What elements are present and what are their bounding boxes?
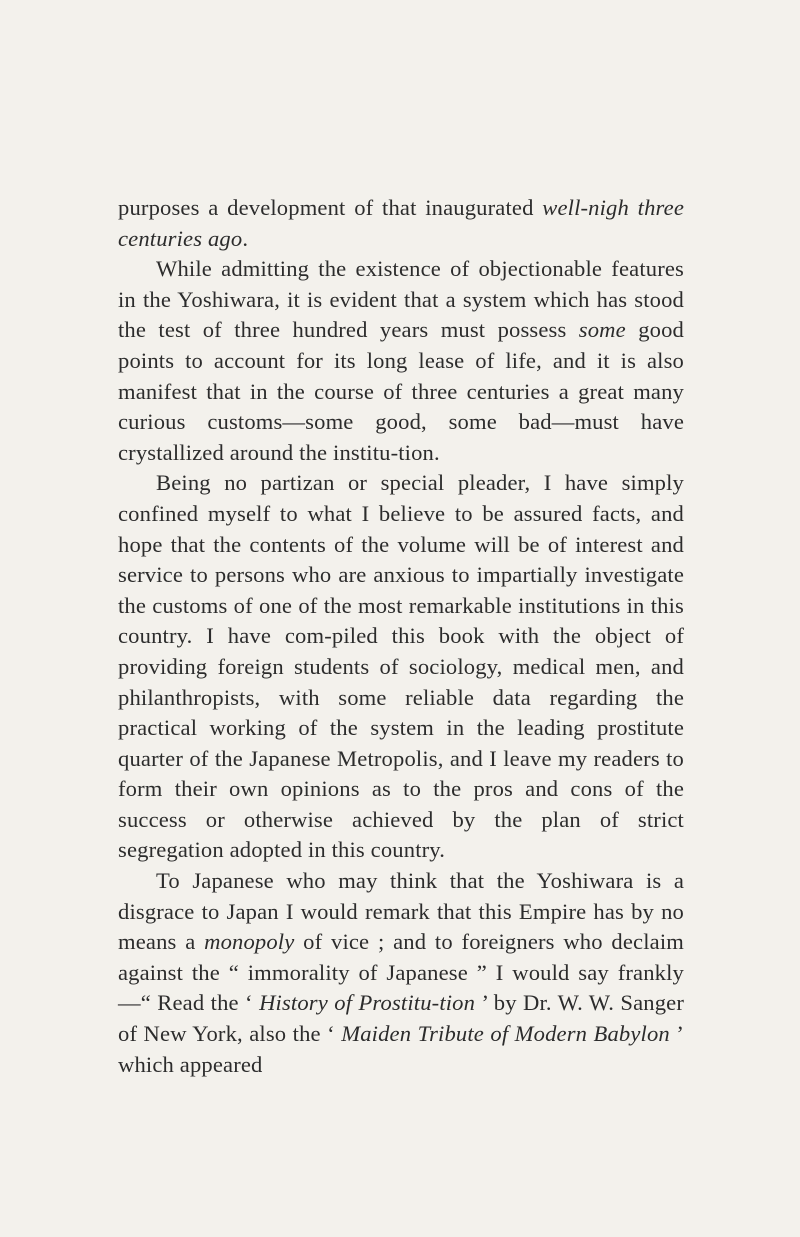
page-body: [118, 193, 684, 1080]
italic-run: monopoly: [204, 929, 295, 955]
paragraph-existence: [118, 254, 684, 468]
paragraph-japanese: [118, 866, 684, 1080]
text-run: While admitting the existence of objectionable features in the Yoshiwara, it is evident that a system which has stood the test of three hundred years must possess: [118, 256, 684, 343]
text-run: To Japanese who may think that the Yoshiwara is a disgrace to Japan I would remark that this Empire has by no means a: [118, 868, 684, 955]
italic-run: some: [578, 317, 626, 343]
paragraph-continuation: [118, 193, 684, 254]
italic-run: History of Prostitu-tion: [259, 990, 476, 1016]
text-run: .: [242, 225, 249, 251]
italic-run: Maiden Tribute of Modern Babylon: [341, 1021, 670, 1047]
text-run: of vice ; and to foreigners who declaim against the “ immorality of Japanese ” I would say frankly—“ Read the ‘: [118, 929, 684, 1016]
paragraph-partizan: [118, 468, 684, 866]
text-run: ’ which appeared: [118, 1021, 684, 1077]
italic-run: well-nigh three centuries ago: [118, 195, 684, 251]
text-run: Being no partizan or special pleader, I have simply confined myself to what I believe to be assured facts, and hope that the contents of the volume will be of interest and service to persons who are anxious to impartially investigate the customs of one of the most remarkable institutions in this country. I have com-piled this book with the object of providing foreign students of sociology, medical men, and philanthropists, with some reliable data regarding the practical working of the system in the leading prostitute quarter of the Japanese Metropolis, and I leave my readers to form their own opinions as to the pros and cons of the success or otherwise achieved by the plan of strict segregation adopted in this country.: [118, 470, 684, 863]
text-run: ’ by Dr. W. W. Sanger of New York, also the ‘: [118, 990, 684, 1047]
text-run: good points to account for its long lease of life, and it is also manifest that in the course of three centuries a great many curious customs—some good, some bad—must have crystallized around the institu-tion.: [118, 317, 684, 465]
text-run: purposes a development of that inaugurated: [118, 195, 543, 220]
